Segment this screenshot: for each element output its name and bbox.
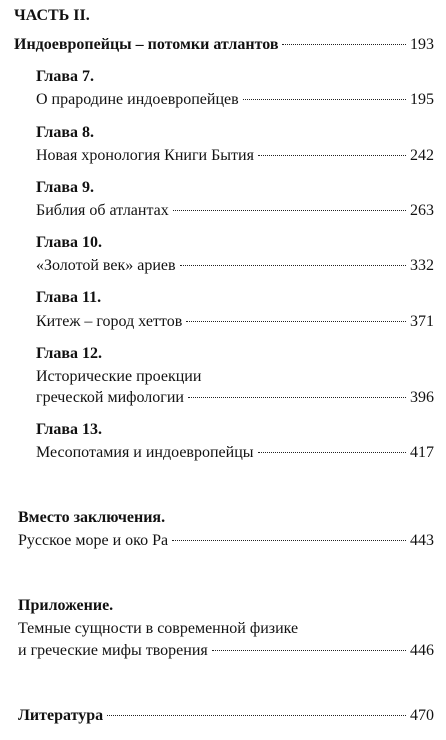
- dot-leader: [258, 451, 406, 453]
- toc-entry-title: Индоевропейцы – потомки атлантов: [14, 36, 279, 53]
- conclusion-heading: [18, 508, 434, 528]
- chapter-heading: [36, 420, 434, 440]
- toc-entry: [36, 443, 434, 463]
- toc-entry-conclusion: [18, 531, 434, 551]
- toc-entry-part: [14, 35, 434, 55]
- toc-entry: [36, 146, 434, 166]
- toc-entry-literature: [18, 706, 434, 726]
- toc-entry-continued: [18, 619, 434, 639]
- toc-entry-title: и греческие мифы творения: [18, 642, 208, 659]
- toc-entry-title: Библия об атлантах: [36, 202, 169, 219]
- toc-entry-title: Месопотамия и индоевропейцы: [36, 444, 254, 461]
- chapter-heading-text: Глава 9.: [36, 179, 94, 196]
- chapter-heading-text: Глава 13.: [36, 421, 102, 438]
- conclusion-heading-text: Вместо заключения.: [18, 509, 166, 526]
- dot-leader: [107, 714, 406, 716]
- chapter-heading-text: Глава 12.: [36, 345, 102, 362]
- toc-entry: [36, 256, 434, 276]
- page-number: 371: [410, 313, 434, 330]
- dot-leader: [258, 154, 406, 156]
- part-label-text: ЧАСТЬ II.: [14, 7, 90, 24]
- toc-entry: [36, 312, 434, 332]
- page-number: 443: [410, 532, 434, 549]
- toc-entry-title: Русское море и око Ра: [18, 532, 169, 549]
- toc-entry-title: Китеж – город хеттов: [36, 313, 183, 330]
- toc-entry-continued: [36, 367, 434, 387]
- appendix-heading-text: Приложение.: [18, 597, 114, 614]
- chapter-heading: [36, 178, 434, 198]
- toc-entry-title-line1: Темные сущности в современной физике: [18, 620, 299, 637]
- dot-leader: [173, 209, 406, 211]
- chapter-heading: [36, 67, 434, 87]
- dot-leader: [212, 649, 406, 651]
- page-number: 446: [410, 642, 434, 659]
- toc-entry-title: «Золотой век» ариев: [36, 257, 176, 274]
- toc-entry-title: Литература: [18, 707, 104, 724]
- part-label: [14, 6, 434, 26]
- chapter-heading: [36, 123, 434, 143]
- chapter-heading: [36, 344, 434, 364]
- page-number: 470: [410, 707, 434, 724]
- page-number: 195: [410, 91, 434, 108]
- chapter-heading-text: Глава 8.: [36, 124, 94, 141]
- page-number: 242: [410, 147, 434, 164]
- page-number: 332: [410, 257, 434, 274]
- toc-entry: [36, 388, 434, 408]
- chapter-heading: [36, 288, 434, 308]
- toc-entry-title: Новая хронология Книги Бытия: [36, 147, 254, 164]
- toc-entry-title: О прародине индоевропейцев: [36, 91, 239, 108]
- dot-leader: [282, 43, 406, 45]
- toc-entry: [36, 201, 434, 221]
- dot-leader: [243, 98, 406, 100]
- page-number: 263: [410, 202, 434, 219]
- toc-entry-appendix: [18, 641, 434, 661]
- page-number: 417: [410, 444, 434, 461]
- chapter-heading-text: Глава 10.: [36, 234, 102, 251]
- page-number: 396: [410, 389, 434, 406]
- toc-entry-title: греческой мифологии: [36, 389, 184, 406]
- dot-leader: [186, 320, 406, 322]
- dot-leader: [172, 539, 406, 541]
- dot-leader: [180, 264, 406, 266]
- toc-entry-title-line1: Исторические проекции: [36, 368, 202, 385]
- toc-entry: [36, 90, 434, 110]
- dot-leader: [188, 396, 406, 398]
- chapter-heading: [36, 233, 434, 253]
- page-number: 193: [410, 36, 434, 53]
- appendix-heading: [18, 596, 434, 616]
- chapter-heading-text: Глава 11.: [36, 289, 102, 306]
- chapter-heading-text: Глава 7.: [36, 68, 94, 85]
